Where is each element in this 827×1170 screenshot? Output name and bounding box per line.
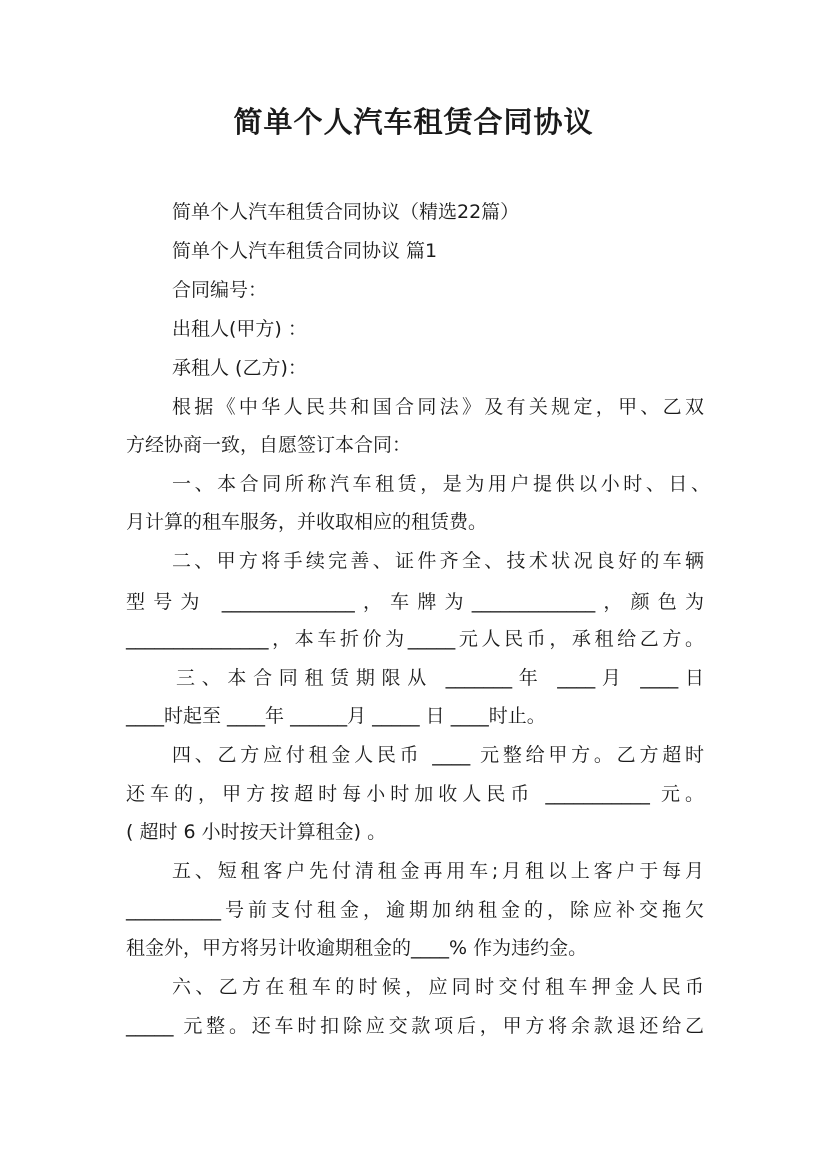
paragraph-line: _____ 元整。还车时扣除应交款项后，甲方将余款退还给乙: [126, 1015, 704, 1037]
paragraph-line: 方经协商一致，自愿签订本合同：: [126, 434, 412, 456]
paragraph-line: _______________，本车折价为_____元人民币，承租给乙方。: [126, 628, 704, 650]
paragraph-line: 三、本合同租赁期限从 _______年 ____月 ____日: [176, 667, 704, 689]
lessee-label: 承租人 (乙方)：: [172, 357, 307, 379]
paragraph-line: 还车的，甲方按超时每小时加收人民币 ___________ 元。: [126, 783, 704, 805]
contract-number-label: 合同编号：: [172, 279, 268, 301]
document-title: 简单个人汽车租赁合同协议: [233, 105, 594, 139]
paragraph-line: 五、短租客户先付清租金再用车;月租以上客户于每月: [172, 860, 704, 882]
lessor-label: 出租人(甲方) ：: [172, 318, 307, 340]
paragraph-line: __________号前支付租金，逾期加纳租金的，除应补交拖欠: [126, 899, 704, 921]
section-heading: 简单个人汽车租赁合同协议 篇1: [172, 240, 438, 262]
paragraph-line: 月计算的租车服务，并收取相应的租赁费。: [126, 511, 488, 533]
subtitle-line: 简单个人汽车租赁合同协议（精选22篇）: [172, 201, 520, 223]
paragraph-line: 二、甲方将手续完善、证件齐全、技术状况良好的车辆: [172, 550, 704, 572]
paragraph-line: ____时起至 ____年 ______月 _____ 日 ____时止。: [126, 705, 546, 727]
paragraph-line: 六、乙方在租车的时候，应同时交付租车押金人民币: [172, 976, 704, 998]
paragraph-line: 一、本合同所称汽车租赁，是为用户提供以小时、日、: [172, 473, 710, 495]
paragraph-line: 根据《中华人民共和国合同法》及有关规定，甲、乙双: [172, 396, 704, 418]
paragraph-line: 租金外，甲方将另计收逾期租金的____% 作为违约金。: [126, 937, 588, 959]
paragraph-line: 型号为 ______________，车牌为_____________，颜色为: [126, 591, 704, 613]
paragraph-line: ( 超时 6 小时按天计算租金) 。: [126, 821, 387, 843]
paragraph-line: 四、乙方应付租金人民币 ____ 元整给甲方。乙方超时: [172, 744, 704, 766]
